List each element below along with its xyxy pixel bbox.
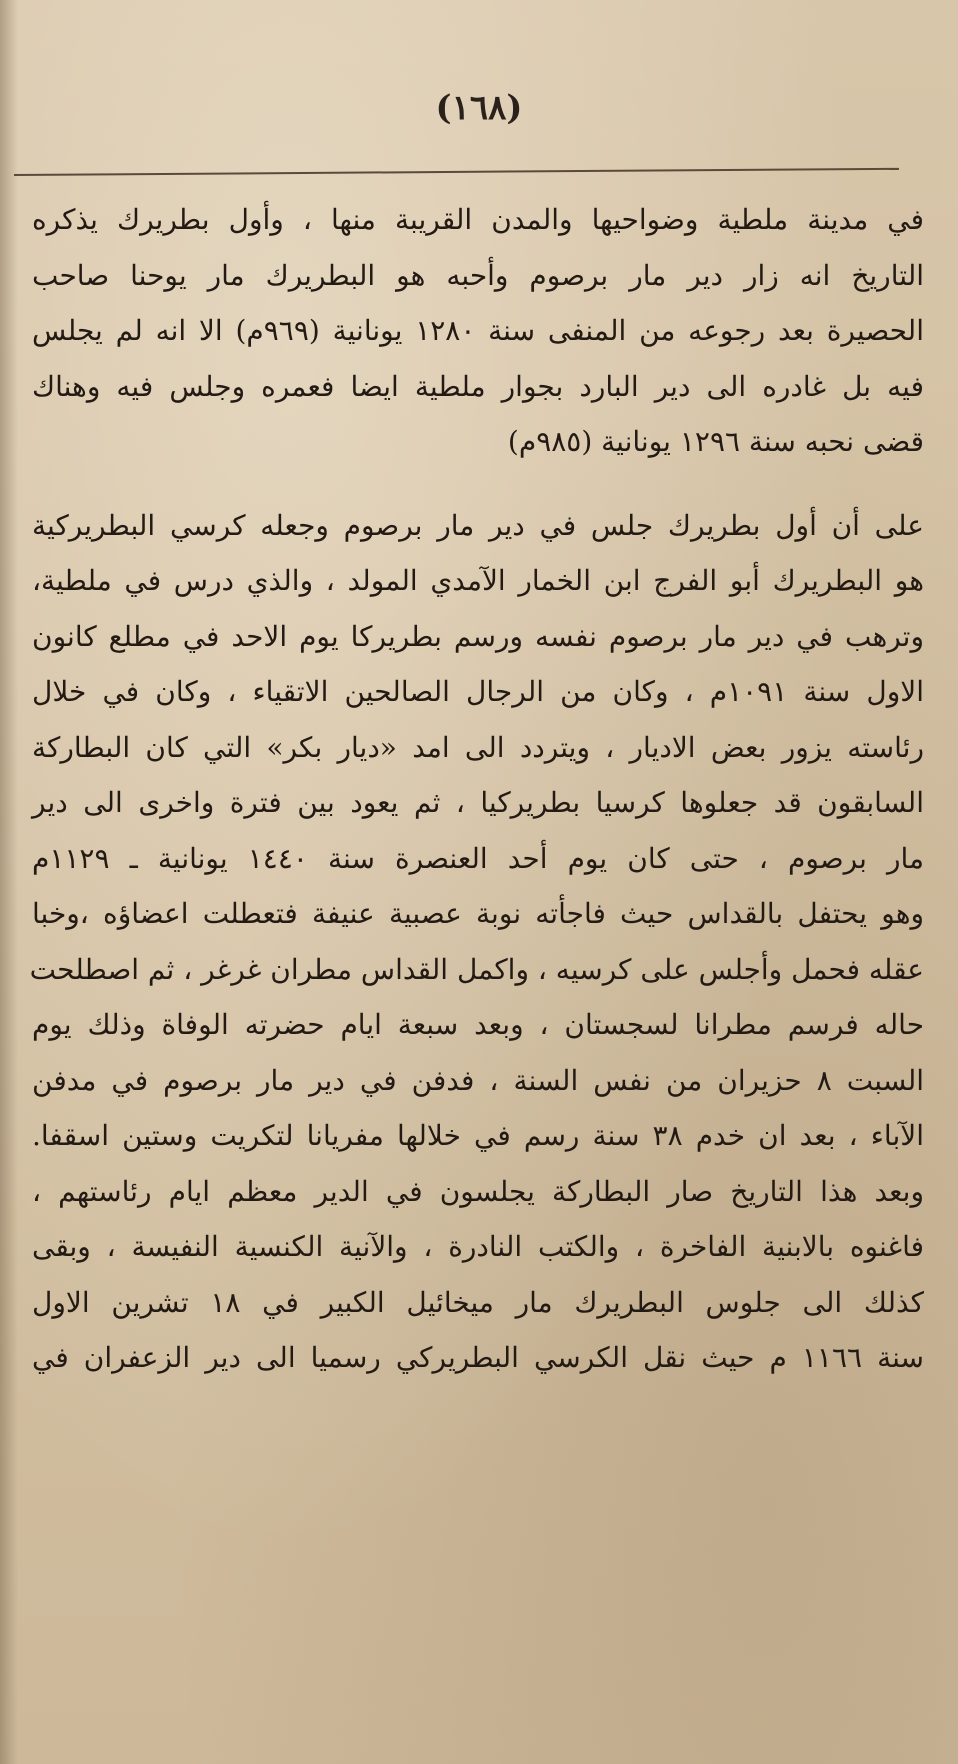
text-line: الحصيرة بعد رجوعه من المنفى سنة ١٢٨٠ يونانية (٩٦٩م) الا انه لم يجلس [32,314,924,347]
text-line: الاول سنة ١٠٩١م ، وكان من الرجال الصالحين الاتقياء ، وكان في خلال [32,675,924,708]
text-line: كذلك الى جلوس البطريرك مار ميخائيل الكبير في ١٨ تشرين الاول [32,1285,924,1319]
page-edge-shadow [0,0,18,1764]
text-line: وترهب في دير مار برصوم نفسه ورسم بطريركا يوم الاحد في مطلع كانون [32,619,924,653]
header-rule [14,168,899,176]
text-line: حاله فرسم مطرانا لسجستان ، وبعد سبعة ايام حضرته الوفاة وذلك يوم [32,1008,924,1041]
text-line: وبعد هذا التاريخ صار البطاركة يجلسون في الدير معظم ايام رئاستهم ، [32,1174,924,1208]
text-line: رئاسته يزور بعض الاديار ، ويتردد الى امد «ديار بكر» التي كان البطاركة [32,730,924,764]
text-line: وهو يحتفل بالقداس حيث فاجأته نوبة عصبية عنيفة فتعطلت اعضاؤه ،وخبا [32,897,924,930]
paragraph-gap [28,470,928,498]
text-line: على أن أول بطريرك جلس في دير مار برصوم وجعله كرسي البطريركية [32,508,924,542]
page-number: (١٦٨) [435,88,523,128]
text-line: سنة ١١٦٦ م حيث نقل الكرسي البطريركي رسميا الى دير الزعفران في [32,1341,924,1374]
text-line: في مدينة ملطية وضواحيها والمدن القريبة منها ، وأول بطريرك يذكره [32,203,924,236]
text-line: هو البطريرك أبو الفرج ابن الخمار الآمدي المولد ، والذي درس في ملطية، [32,564,924,597]
text-line: الآباء ، بعد ان خدم ٣٨ سنة رسم في خلالها مفريانا لتكريت وستين اسقفا. [32,1119,924,1152]
text-line: السابقون قد جعلوها كرسيا بطريركيا ، ثم يعود بين فترة واخرى الى دير [32,786,924,819]
text-line: التاريخ انه زار دير مار برصوم وأحبه هو البطريرك مار يوحنا صاحب [32,258,924,292]
text-line: قضى نحبه سنة ١٢٩٦ يونانية (٩٨٥م) [507,425,924,458]
text-line: مار برصوم ، حتى كان يوم أحد العنصرة سنة ١٤٤٠ يونانية ـ ١١٢٩م [32,841,924,875]
text-line: فاغنوه بالابنية الفاخرة ، والكتب النادرة ، والآنية الكنسية النفيسة ، وبقى [32,1230,924,1263]
body-text [28,192,928,1386]
text-line: السبت ٨ حزيران من نفس السنة ، فدفن في دير مار برصوم في مدفن [32,1063,924,1097]
text-line: عقله فحمل وأجلس على كرسيه ، واكمل القداس مطران غرغر ، ثم اصطلحت [29,952,924,986]
text-line: فيه بل غادره الى دير البارد بجوار ملطية ايضا فعمره وجلس فيه وهناك [32,369,924,403]
